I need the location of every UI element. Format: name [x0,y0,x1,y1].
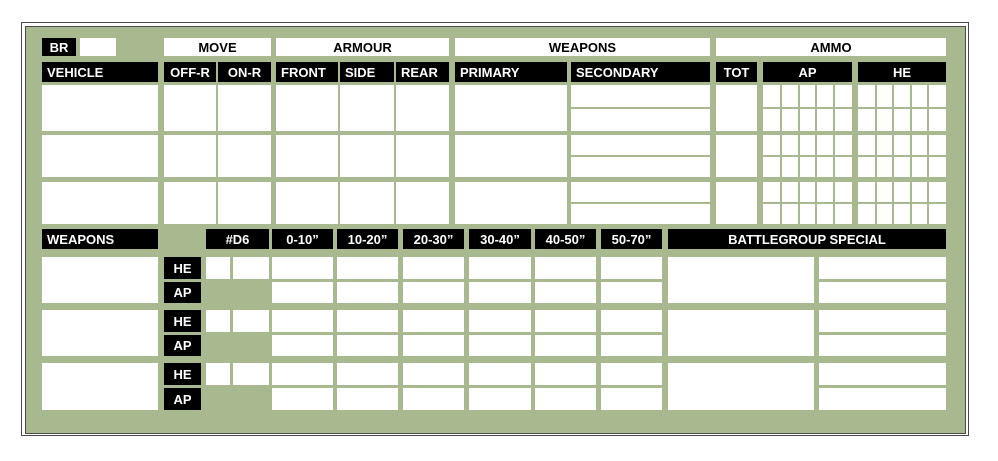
br-value-field[interactable] [80,38,116,56]
he-ammo-tracker[interactable] [858,85,946,131]
range-value-cell[interactable] [337,335,398,356]
range-value-cell[interactable] [272,257,333,279]
special-rule-cell[interactable] [819,282,946,303]
vehicle-name-cell[interactable] [42,182,158,224]
ap-ammo-column-header: AP [763,62,852,82]
off-road-move-cell[interactable] [164,182,216,224]
cell-divider [571,107,710,109]
range-header-30-40: 30-40” [469,229,531,249]
d6-cell[interactable] [233,257,269,279]
cell-divider [763,155,852,157]
rear-armour-column-header: REAR [396,62,449,82]
special-rule-cell[interactable] [819,257,946,279]
ap-ammo-tracker[interactable] [763,85,852,131]
range-value-cell[interactable] [469,335,531,356]
range-value-cell[interactable] [403,282,464,303]
range-value-cell[interactable] [535,388,596,410]
weapon-name-cell[interactable] [42,363,158,410]
d6-cell[interactable] [206,310,230,332]
ap-ammo-tracker[interactable] [763,182,852,224]
weapons-column-header: WEAPONS [42,229,158,249]
side-armour-cell[interactable] [340,182,394,224]
he-row-label: HE [164,363,201,385]
he-row-label: HE [164,257,201,279]
range-value-cell[interactable] [272,388,333,410]
range-value-cell[interactable] [469,310,531,332]
range-value-cell[interactable] [469,363,531,385]
primary-weapon-column-header: PRIMARY [455,62,567,82]
special-rule-cell[interactable] [819,388,946,410]
range-value-cell[interactable] [601,282,662,303]
range-value-cell[interactable] [403,257,464,279]
range-value-cell[interactable] [272,282,333,303]
cell-divider [571,155,710,157]
rear-armour-cell[interactable] [396,182,449,224]
range-header-0-10: 0-10” [272,229,333,249]
range-value-cell[interactable] [337,282,398,303]
d6-cell[interactable] [233,363,269,385]
primary-weapon-cell[interactable] [455,182,567,224]
ap-row-label: AP [164,282,201,303]
range-value-cell[interactable] [601,310,662,332]
on-road-move-cell[interactable] [218,182,271,224]
range-value-cell[interactable] [272,363,333,385]
vehicle-column-header: VEHICLE [42,62,158,82]
special-rule-cell[interactable] [819,335,946,356]
range-value-cell[interactable] [403,310,464,332]
rear-armour-cell[interactable] [396,135,449,177]
special-rule-cell[interactable] [668,257,814,303]
secondary-weapon-cell[interactable] [571,135,710,177]
range-value-cell[interactable] [469,257,531,279]
front-armour-cell[interactable] [276,182,338,224]
primary-weapon-cell[interactable] [455,85,567,131]
ap-row-label: AP [164,335,201,356]
cell-divider [571,202,710,204]
d6-column-header: #D6 [206,229,269,249]
front-armour-column-header: FRONT [276,62,338,82]
range-value-cell[interactable] [337,388,398,410]
range-value-cell[interactable] [403,335,464,356]
weapon-name-cell[interactable] [42,257,158,303]
range-value-cell[interactable] [337,310,398,332]
special-rule-cell[interactable] [668,363,814,410]
range-value-cell[interactable] [469,388,531,410]
off-road-column-header: OFF-R [164,62,216,82]
rear-armour-cell[interactable] [396,85,449,131]
cell-divider [763,202,852,204]
range-value-cell[interactable] [601,363,662,385]
weapon-name-cell[interactable] [42,310,158,356]
special-rule-cell[interactable] [819,363,946,385]
d6-cell[interactable] [206,257,230,279]
total-ammo-cell[interactable] [716,85,757,131]
range-value-cell[interactable] [535,257,596,279]
range-value-cell[interactable] [403,388,464,410]
front-armour-cell[interactable] [276,135,338,177]
total-ammo-column-header: TOT [716,62,757,82]
range-value-cell[interactable] [535,310,596,332]
range-value-cell[interactable] [272,310,333,332]
weapons-group-header: WEAPONS [455,38,710,56]
secondary-weapon-cell[interactable] [571,85,710,131]
ap-ammo-tracker[interactable] [763,135,852,177]
on-road-move-cell[interactable] [218,85,271,131]
off-road-move-cell[interactable] [164,135,216,177]
primary-weapon-cell[interactable] [455,135,567,177]
range-header-20-30: 20-30” [403,229,464,249]
range-value-cell[interactable] [601,257,662,279]
range-header-50-70: 50-70” [601,229,662,249]
special-rule-cell[interactable] [668,310,814,356]
vehicle-name-cell[interactable] [42,85,158,131]
range-value-cell[interactable] [601,335,662,356]
range-header-40-50: 40-50” [535,229,596,249]
secondary-weapon-cell[interactable] [571,182,710,224]
vehicle-name-cell[interactable] [42,135,158,177]
d6-cell[interactable] [206,363,230,385]
range-header-10-20: 10-20” [337,229,398,249]
ammo-group-header: AMMO [716,38,946,56]
d6-cell[interactable] [233,310,269,332]
range-value-cell[interactable] [601,388,662,410]
total-ammo-cell[interactable] [716,182,757,224]
range-value-cell[interactable] [337,257,398,279]
move-group-header: MOVE [164,38,271,56]
side-armour-cell[interactable] [340,85,394,131]
on-road-column-header: ON-R [218,62,271,82]
he-ammo-column-header: HE [858,62,946,82]
total-ammo-cell[interactable] [716,135,757,177]
br-label: BR [42,38,76,56]
side-armour-cell[interactable] [340,135,394,177]
special-rule-cell[interactable] [819,310,946,332]
range-value-cell[interactable] [469,282,531,303]
cell-divider [858,202,946,204]
he-ammo-tracker[interactable] [858,135,946,177]
armour-group-header: ARMOUR [276,38,449,56]
off-road-move-cell[interactable] [164,85,216,131]
cell-divider [858,155,946,157]
range-value-cell[interactable] [535,282,596,303]
secondary-weapon-column-header: SECONDARY [571,62,710,82]
range-value-cell[interactable] [403,363,464,385]
range-value-cell[interactable] [272,335,333,356]
front-armour-cell[interactable] [276,85,338,131]
vehicle-data-card [25,26,966,434]
range-value-cell[interactable] [337,363,398,385]
on-road-move-cell[interactable] [218,135,271,177]
cell-divider [763,107,852,109]
he-ammo-tracker[interactable] [858,182,946,224]
ap-row-label: AP [164,388,201,410]
side-armour-column-header: SIDE [340,62,394,82]
battlegroup-special-header: BATTLEGROUP SPECIAL [668,229,946,249]
he-row-label: HE [164,310,201,332]
range-value-cell[interactable] [535,363,596,385]
range-value-cell[interactable] [535,335,596,356]
cell-divider [858,107,946,109]
